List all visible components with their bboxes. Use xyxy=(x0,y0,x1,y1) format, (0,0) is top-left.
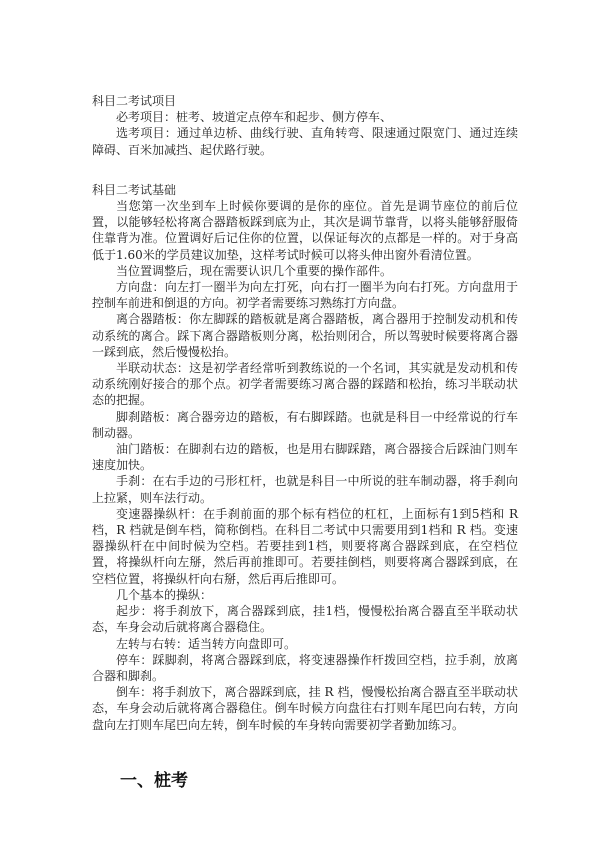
paragraph-half-clutch: 半联动状态：这是初学者经常听到教练说的一个名词，其实就是发动机和传动系统刚好接合的那个点。初学者需要练习离合器的踩踏和松抬，练习半联动状态的把握。 xyxy=(92,361,518,408)
document-body xyxy=(92,93,518,733)
paragraph-steering-wheel: 方向盘：向左打一圈半为向左打死，向右打一圈半为向右打死。方向盘用于控制车前进和倒退的方向。初学者需要练习熟练打方向盘。 xyxy=(92,280,518,311)
section-spacer xyxy=(92,158,518,182)
paragraph-start: 起步：将手刹放下，离合器踩到底，挂1档，慢慢松抬离合器直至半联动状态，车身会动后就将离合器稳住。 xyxy=(92,604,518,635)
paragraph-throttle-pedal: 油门踏板：在脚刹右边的踏板，也是用右脚踩踏，离合器接合后踩油门则车速度加快。 xyxy=(92,442,518,473)
paragraph-seat-adjust: 当您第一次坐到车上时候你要调的是你的座位。首先是调节座位的前后位置，以能够轻松将离合器踏板踩到底为止，其次是调节靠背，以将头能够舒服倚住靠背为准。位置调好后记住你的位置，以保证每次的点都是一样的。对于身高低于1.60米的学员建议加垫，这样考试时候可以将头伸出窗外看清位置。 xyxy=(92,199,518,262)
paragraph-turning: 左转与右转：适当转方向盘即可。 xyxy=(116,636,297,651)
paragraph-brake-pedal: 脚刹踏板：离合器旁边的踏板，有右脚踩踏。也就是科目一中经常说的行车制动器。 xyxy=(92,409,518,440)
section-title: 科目二考试项目 xyxy=(92,94,177,108)
paragraph-basic-operations: 几个基本的操纵： xyxy=(116,587,213,602)
paragraph-stop: 停车：踩脚刹，将离合器踩到底，将变速器操作杆拨回空档，拉手刹，放离合器和脚刹。 xyxy=(92,652,518,683)
paragraph-reverse: 倒车：将手刹放下，离合器踩到底，挂 R 档，慢慢松抬离合器直至半联动状态，车身会动后就将离合器稳住。倒车时候方向盘往右打则车尾巴向右转，方向盘向左打则车尾巴向左转，倒车时候的车身转向需要初学者勤加练习。 xyxy=(92,685,518,732)
chapter-heading: 一、桩考 xyxy=(120,771,188,791)
paragraph-handbrake: 手刹：在右手边的弓形杠杆，也就是科目一中所说的驻车制动器，将手刹向上拉紧，则车法行动。 xyxy=(92,474,518,505)
section-title: 科目二考试基础 xyxy=(92,182,177,197)
paragraph-clutch-pedal: 离合器踏板：你左脚踩的踏板就是离合器踏板，离合器用于控制发动机和传动系统的离合。踩下离合器踏板则分离，松抬则闭合，所以驾驶时候要将离合器一踩到底，然后慢慢松抬。 xyxy=(92,312,518,359)
paragraph-required-items: 必考项目：桩考、坡道定点停车和起步、侧方停车、 xyxy=(116,110,393,125)
paragraph-gear-lever: 变速器操纵杆：在手刹前面的那个标有档位的杠杠，上面标有1到5档和 R 档，R 档就是倒车档，简称倒档。在科目二考试中只需要用到1档和 R 档。变速器操纵杆在中间时候为空档。若要挂到1档，则要将离合器踩到底，在空档位置，将操纵杆向左掰，然后再前推即可。若要挂倒档，则要将离合器踩到底，在空档位置，将操纵杆向右掰，然后再后推即可。 xyxy=(92,506,518,586)
section-exam-basics xyxy=(92,182,518,733)
paragraph-optional-items: 选考项目：通过单边桥、曲线行驶、直角转弯、限速通过限宽门、通过连续障碍、百米加减挡、起伏路行驶。 xyxy=(92,126,518,157)
paragraph-parts-intro: 当位置调整后，现在需要认识几个重要的操作部件。 xyxy=(116,263,393,278)
section-exam-items xyxy=(92,93,518,158)
